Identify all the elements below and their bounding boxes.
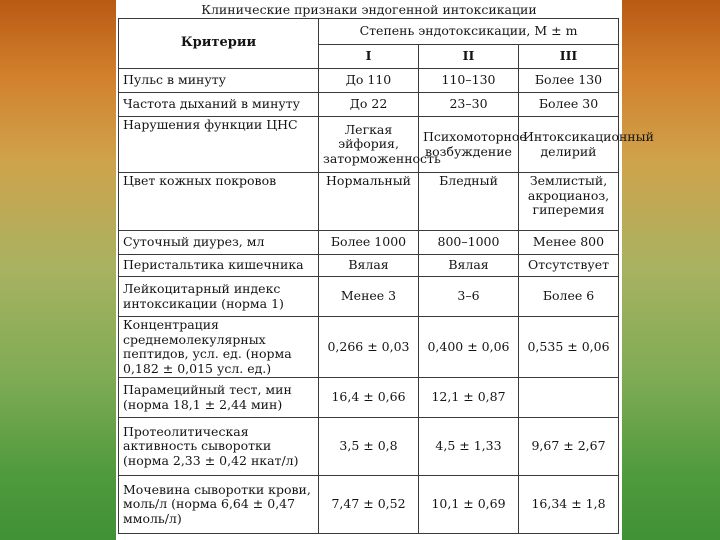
value-cell: Вялая xyxy=(419,255,519,277)
table-row xyxy=(119,476,619,534)
criterion-cell: Перистальтика кишечника xyxy=(119,255,319,277)
value-cell: Более 130 xyxy=(519,69,619,93)
table-row xyxy=(119,378,619,418)
criteria-header: Критерии xyxy=(119,19,319,69)
criterion-cell: Пульс в минуту xyxy=(119,69,319,93)
level-2-header: II xyxy=(419,45,519,69)
value-cell: 10,1 ± 0,69 xyxy=(419,476,519,534)
value-cell: 23–30 xyxy=(419,93,519,117)
table-row xyxy=(119,173,619,231)
value-cell: 12,1 ± 0,87 xyxy=(419,378,519,418)
value-cell: 800–1000 xyxy=(419,231,519,255)
table-row xyxy=(119,317,619,378)
criterion-cell: Лейкоцитарный индекс интоксикации (норма 1) xyxy=(119,277,319,317)
value-cell: Менее 3 xyxy=(319,277,419,317)
value-cell: 0,535 ± 0,06 xyxy=(519,317,619,378)
value-cell xyxy=(519,378,619,418)
value-cell: 16,4 ± 0,66 xyxy=(319,378,419,418)
degree-header: Степень эндотоксикации, М ± m xyxy=(319,19,619,45)
table-row xyxy=(119,93,619,117)
table-row xyxy=(119,69,619,93)
value-cell: 0,266 ± 0,03 xyxy=(319,317,419,378)
value-cell: Легкая эйфория, заторможенность xyxy=(319,117,419,173)
level-1-header: I xyxy=(319,45,419,69)
value-cell: Более 1000 xyxy=(319,231,419,255)
value-cell: 16,34 ± 1,8 xyxy=(519,476,619,534)
criterion-cell: Мочевина сыворотки крови, моль/л (норма 6,64 ± 0,47 ммоль/л) xyxy=(119,476,319,534)
criterion-cell: Концентрация среднемолекулярных пептидов, усл. ед. (норма 0,182 ± 0,015 усл. ед.) xyxy=(119,317,319,378)
value-cell: Психомоторное возбуждение xyxy=(419,117,519,173)
value-cell: 110–130 xyxy=(419,69,519,93)
criterion-cell: Нарушения функции ЦНС xyxy=(119,117,319,173)
criterion-cell: Суточный диурез, мл xyxy=(119,231,319,255)
value-cell: Бледный xyxy=(419,173,519,231)
document-page xyxy=(116,0,654,540)
value-cell: Менее 800 xyxy=(519,231,619,255)
value-cell: 3–6 xyxy=(419,277,519,317)
table-row xyxy=(119,231,619,255)
value-cell: Более 6 xyxy=(519,277,619,317)
value-cell: 9,67 ± 2,67 xyxy=(519,418,619,476)
value-cell: 3,5 ± 0,8 xyxy=(319,418,419,476)
value-cell: До 110 xyxy=(319,69,419,93)
intoxication-table xyxy=(118,18,654,534)
value-cell: До 22 xyxy=(319,93,419,117)
criterion-cell: Парамецийный тест, мин (норма 18,1 ± 2,44 мин) xyxy=(119,378,319,418)
value-cell: Вялая xyxy=(319,255,419,277)
table-title: Клинические признаки эндогенной интоксикации xyxy=(201,2,537,17)
value-cell: Интоксикационный делирий xyxy=(519,117,619,173)
criterion-cell: Протеолитическая активность сыворотки (норма 2,33 ± 0,42 нкат/л) xyxy=(119,418,319,476)
value-cell: 0,400 ± 0,06 xyxy=(419,317,519,378)
value-cell: Более 30 xyxy=(519,93,619,117)
criterion-cell: Цвет кожных покровов xyxy=(119,173,319,231)
table-row xyxy=(119,117,619,173)
value-cell: Землистый, акроцианоз, гиперемия xyxy=(519,173,619,231)
criterion-cell: Частота дыханий в минуту xyxy=(119,93,319,117)
value-cell: Отсутствует xyxy=(519,255,619,277)
table-row xyxy=(119,418,619,476)
value-cell: Нормальный xyxy=(319,173,419,231)
value-cell: 4,5 ± 1,33 xyxy=(419,418,519,476)
table-row xyxy=(119,255,619,277)
level-3-header: III xyxy=(519,45,619,69)
value-cell: 7,47 ± 0,52 xyxy=(319,476,419,534)
table-row xyxy=(119,277,619,317)
